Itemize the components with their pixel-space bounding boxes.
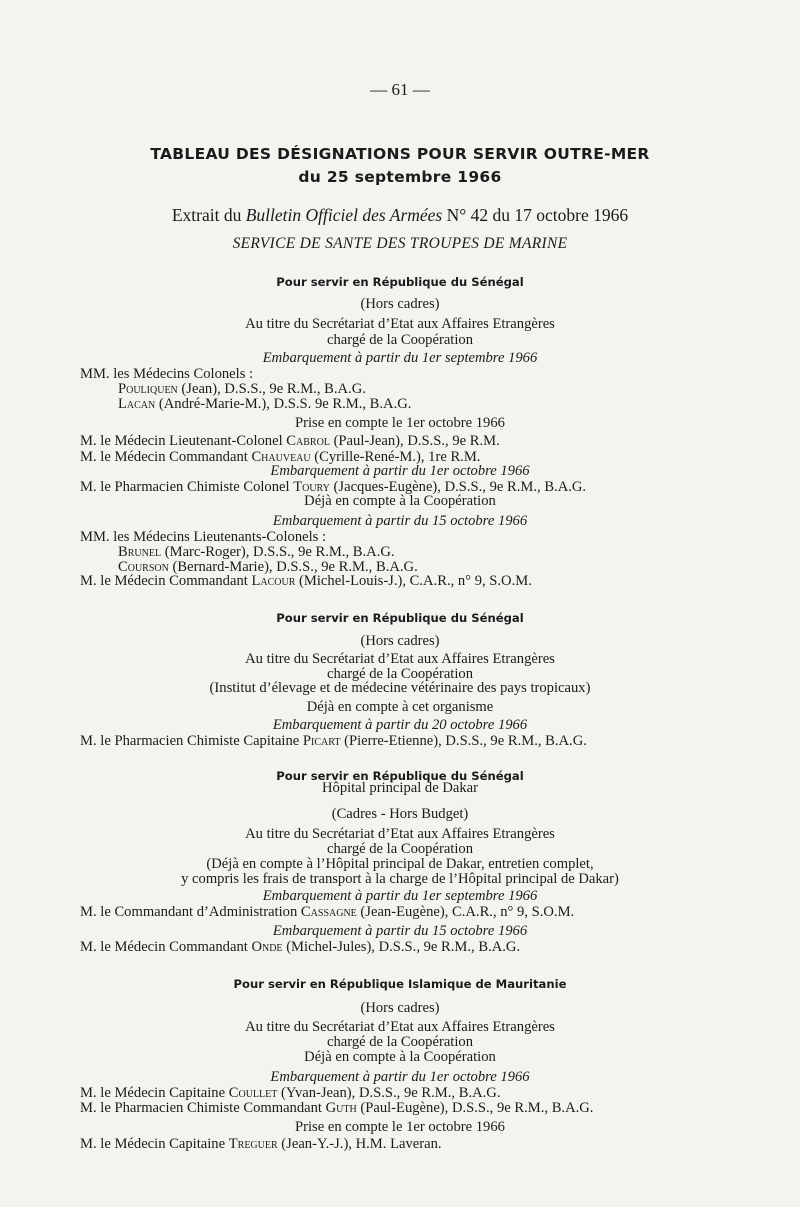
- embarkation-date: Embarquement à partir du 15 octobre 1966: [272, 923, 528, 939]
- section-status: (Hors cadres): [360, 633, 440, 649]
- accounting-date: Prise en compte le 1er octobre 1966: [295, 415, 505, 431]
- personnel-entry: M. le Médecin Capitaine Coullet (Yvan-Jean), D.S.S., 9e R.M., B.A.G.: [80, 1085, 501, 1101]
- section-authority: Au titre du Secrétariat d’Etat aux Affaires Etrangères: [245, 316, 555, 332]
- status-note: Déjà en compte à la Coopération: [304, 493, 496, 509]
- personnel-entry: M. le Médecin Capitaine Treguer (Jean-Y.-J.), H.M. Laveran.: [80, 1136, 442, 1152]
- group-label: MM. les Médecins Lieutenants-Colonels :: [80, 529, 327, 545]
- embarkation-date: Embarquement à partir du 1er septembre 1966: [262, 888, 538, 904]
- section-heading: Pour servir en République du Sénégal: [276, 611, 524, 625]
- extract-line: Extrait du Bulletin Officiel des Armées N° 42 du 17 octobre 1966: [171, 205, 629, 225]
- personnel-entry: M. le Médecin Commandant Onde (Michel-Jules), D.S.S., 9e R.M., B.A.G.: [80, 939, 521, 955]
- embarkation-date: Embarquement à partir du 1er septembre 1966: [262, 350, 538, 366]
- group-label: MM. les Médecins Colonels :: [80, 366, 254, 382]
- section-authority-sub: chargé de la Coopération: [326, 841, 474, 857]
- document-title: TABLEAU DES DÉSIGNATIONS POUR SERVIR OUTRE-MER: [150, 145, 650, 163]
- personnel-entry: M. le Pharmacien Chimiste Colonel Toury (Jacques-Eugène), D.S.S., 9e R.M., B.A.G.: [80, 479, 587, 495]
- status-note: Déjà en compte à cet organisme: [306, 699, 494, 715]
- section-status: (Cadres - Hors Budget): [331, 806, 469, 822]
- section-subheading: Hôpital principal de Dakar: [321, 780, 478, 796]
- section-authority: Au titre du Secrétariat d’Etat aux Affaires Etrangères: [245, 1019, 555, 1035]
- personnel-entry: M. le Commandant d’Administration Cassagne (Jean-Eugène), C.A.R., n° 9, S.O.M.: [80, 904, 575, 920]
- document-date: du 25 septembre 1966: [298, 168, 502, 186]
- personnel-entry: M. le Médecin Commandant Lacour (Michel-Louis-J.), C.A.R., n° 9, S.O.M.: [80, 573, 532, 589]
- status-note: Déjà en compte à la Coopération: [304, 1049, 496, 1065]
- embarkation-date: Embarquement à partir du 15 octobre 1966: [272, 513, 528, 529]
- institute-note: (Institut d’élevage et de médecine vétérinaire des pays tropicaux): [209, 680, 591, 696]
- embarkation-date: Embarquement à partir du 1er octobre 1966: [270, 463, 530, 479]
- personnel-entry: M. le Pharmacien Chimiste Commandant Guth (Paul-Eugène), D.S.S., 9e R.M., B.A.G.: [80, 1100, 594, 1116]
- personnel-entry: M. le Pharmacien Chimiste Capitaine Picart (Pierre-Etienne), D.S.S., 9e R.M., B.A.G.: [80, 733, 587, 749]
- personnel-entry: M. le Médecin Lieutenant-Colonel Cabrol (Paul-Jean), D.S.S., 9e R.M.: [80, 433, 500, 449]
- embarkation-date: Embarquement à partir du 1er octobre 1966: [270, 1069, 530, 1085]
- section-authority-sub: chargé de la Coopération: [326, 666, 474, 682]
- section-status: (Hors cadres): [360, 296, 440, 312]
- personnel-entry: M. le Médecin Commandant Chauveau (Cyrille-René-M.), 1re R.M.: [80, 449, 481, 465]
- personnel-entry: Pouliquen (Jean), D.S.S., 9e R.M., B.A.G.: [118, 381, 366, 397]
- section-heading: Pour servir en République Islamique de Mauritanie: [233, 977, 567, 991]
- section-authority-sub: chargé de la Coopération: [326, 1034, 474, 1050]
- personnel-entry: Brunel (Marc-Roger), D.S.S., 9e R.M., B.A.G.: [118, 544, 395, 560]
- service-heading: SERVICE DE SANTE DES TROUPES DE MARINE: [232, 235, 568, 252]
- section-heading: Pour servir en République du Sénégal: [276, 275, 524, 289]
- personnel-entry: Courson (Bernard-Marie), D.S.S., 9e R.M., B.A.G.: [118, 559, 418, 575]
- embarkation-date: Embarquement à partir du 20 octobre 1966: [272, 717, 528, 733]
- accounting-date: Prise en compte le 1er octobre 1966: [295, 1119, 505, 1135]
- section-authority-sub: chargé de la Coopération: [326, 332, 474, 348]
- section-authority: Au titre du Secrétariat d’Etat aux Affaires Etrangères: [245, 826, 555, 842]
- personnel-entry: Lacan (André-Marie-M.), D.S.S. 9e R.M., B.A.G.: [118, 396, 412, 412]
- status-note: (Déjà en compte à l’Hôpital principal de Dakar, entretien complet,: [206, 856, 594, 872]
- section-heading: Pour servir en République du Sénégal: [276, 769, 524, 783]
- page-number: — 61 —: [370, 80, 430, 99]
- section-authority: Au titre du Secrétariat d’Etat aux Affaires Etrangères: [245, 651, 555, 667]
- section-status: (Hors cadres): [360, 1000, 440, 1016]
- status-note: y compris les frais de transport à la charge de l’Hôpital principal de Dakar): [181, 871, 619, 887]
